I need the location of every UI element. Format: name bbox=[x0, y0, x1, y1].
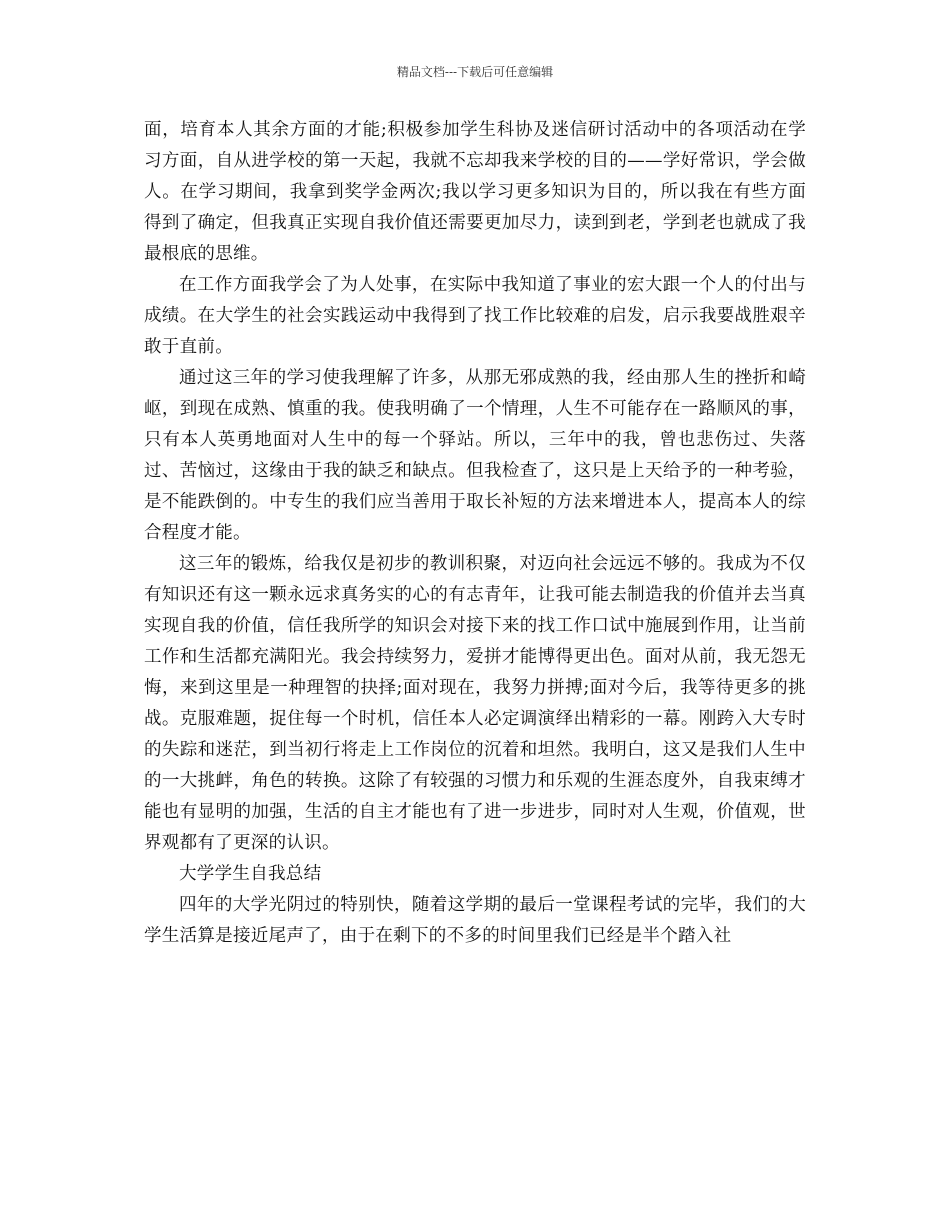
body-paragraph: 四年的大学光阴过的特别快，随着这学期的最后一堂课程考试的完毕，我们的大学生活算是接近尾声了，由于在剩下的不多的时间里我们已经是半个踏入社 bbox=[144, 895, 806, 946]
document-body bbox=[144, 115, 806, 952]
body-paragraph: 在工作方面我学会了为人处事，在实际中我知道了事业的宏大跟一个人的付出与成绩。在大学生的社会实践运动中我得到了找工作比较难的启发，启示我要战胜艰辛敢于直前。 bbox=[144, 275, 806, 357]
body-paragraph: 面，培育本人其余方面的才能;积极参加学生科协及迷信研讨活动中的各项活动在学习方面，自从进学校的第一天起，我就不忘却我来学校的目的——学好常识，学会做人。在学习期间，我拿到奖学金两次;我以学习更多知识为目的，所以我在有些方面得到了确定，但我真正实现自我价值还需要更加尽力，读到到老，学到老也就成了我最根底的思维。 bbox=[144, 120, 806, 264]
body-paragraph: 这三年的锻炼，给我仅是初步的教训积聚，对迈向社会远远不够的。我成为不仅有知识还有这一颗永远求真务实的心的有志青年，让我可能去制造我的价值并去当真实现自我的价值，信任我所学的知识会对接下来的找工作口试中施展到作用，让当前工作和生活都充满阳光。我会持续努力，爱拼才能博得更出色。面对从前，我无怨无悔，来到这里是一种理智的抉择;面对现在，我努力拼搏;面对今后，我等待更多的挑战。克服难题，捉住每一个时机，信任本人必定调演绎出精彩的一幕。刚跨入大专时的失踪和迷茫，到当初行将走上工作岗位的沉着和坦然。我明白，这又是我们人生中的一大挑衅，角色的转换。这除了有较强的习惯力和乐观的生涯态度外，自我束缚才能也有显明的加强，生活的自主才能也有了进一步进步，同时对人生观，价值观，世界观都有了更深的认识。 bbox=[144, 554, 806, 853]
section-heading: 大学学生自我总结 bbox=[179, 864, 322, 884]
body-paragraph: 通过这三年的学习使我理解了许多，从那无邪成熟的我，经由那人生的挫折和崎岖，到现在成熟、慎重的我。使我明确了一个情理，人生不可能存在一路顺风的事，只有本人英勇地面对人生中的每一个驿站。所以，三年中的我，曾也悲伤过、失落过、苦恼过，这缘由于我的缺乏和缺点。但我检查了，这只是上天给予的一种考验，是不能跌倒的。中专生的我们应当善用于取长补短的方法来增进本人，提高本人的综合程度才能。 bbox=[144, 368, 806, 543]
page-header: 精品文档---下载后可任意编辑 bbox=[396, 65, 554, 79]
